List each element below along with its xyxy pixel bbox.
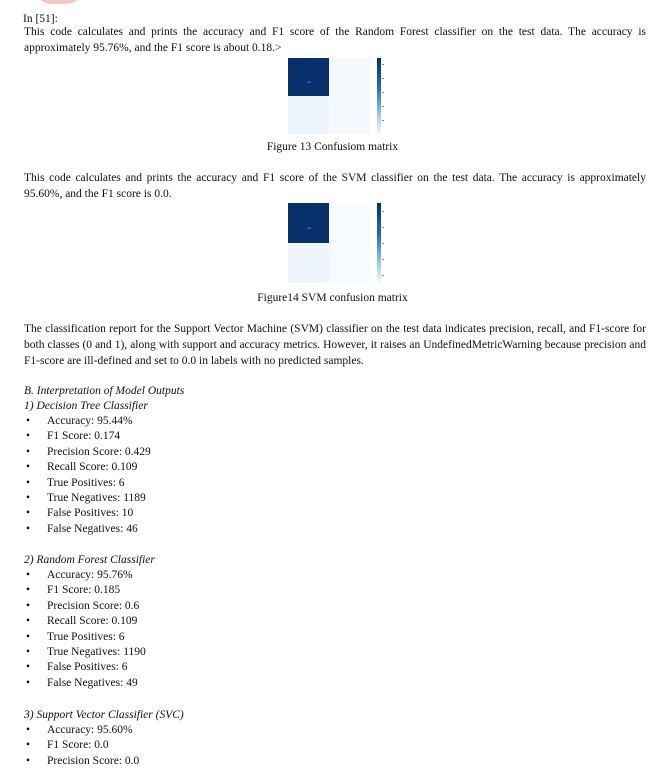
metric-text: Recall Score: 0.109 (47, 461, 138, 474)
metrics-list-random-forest (24, 568, 146, 691)
cm-value: 1190 (307, 82, 311, 84)
list-item (24, 522, 151, 537)
bullet-icon: • (26, 739, 31, 752)
list-item (24, 599, 146, 614)
cm-cell-tn (288, 203, 329, 243)
metric-text: F1 Score: 0.0 (47, 739, 109, 752)
cm-cell-tp (329, 243, 370, 283)
colorbar-tick (382, 92, 384, 93)
metric-text: Accuracy: 95.60% (47, 724, 133, 736)
cm-value: 6 (348, 120, 349, 122)
section-heading-b: B. Interpretation of Model Outputs (24, 385, 185, 397)
metric-text: Precision Score: 0.0 (47, 754, 140, 767)
cm-cell-tp (329, 96, 370, 134)
paragraph-svm: This code calculates and prints the accuracy and F1 score of the SVM classifier on the test data. The accuracy is approximately 95.60%, and the F1 score is 0.0. (24, 172, 646, 200)
cm-cell-fn (288, 243, 329, 283)
metric-text: Precision Score: 0.6 (47, 599, 140, 612)
list-item (24, 506, 151, 521)
metric-text: True Negatives: 1189 (47, 491, 146, 504)
metric-text: True Positives: 6 (47, 476, 125, 489)
cm-cell-fn (288, 96, 329, 134)
colorbar-tick (382, 106, 384, 107)
confusion-matrix-grid (288, 58, 370, 134)
list-item (24, 754, 139, 769)
list-item (24, 676, 146, 691)
colorbar-tick (382, 211, 384, 212)
colorbar (377, 58, 381, 134)
cm-cell-fp (329, 58, 370, 96)
colorbar (377, 203, 381, 283)
bullet-icon: • (26, 676, 31, 689)
list-item (24, 738, 139, 753)
metric-text: False Negatives: 46 (47, 522, 138, 535)
paragraph-random-forest: This code calculates and prints the accuracy and F1 score of the Random Forest classifier on the test data. The accuracy is approximately 95.76%, and the F1 score is about 0.18.> (24, 26, 646, 54)
cm-value: 55 (307, 268, 309, 270)
cm-value: 1196 (307, 228, 311, 230)
bullet-icon: • (26, 569, 31, 581)
metric-text: Precision Score: 0.429 (47, 445, 151, 458)
colorbar-tick (382, 64, 384, 65)
decorative-arc (34, 0, 84, 4)
metrics-list-svc (24, 723, 139, 769)
model-heading-decision-tree: 1) Decision Tree Classifier (24, 400, 148, 412)
cm-cell-tn (288, 58, 329, 96)
paragraph-classification-report: The classification report for the Support Vector Machine (SVM) classifier on the test data indicates precision, recall, and F1-score for both classes (0 and 1), along with support and accuracy metrics. However, it raises an UndefinedMetricWarning because precision and F1-score are ill-defined and set to 0.0 in labels with no predicted samples. (24, 323, 646, 367)
metrics-list-decision-tree (24, 414, 151, 537)
metric-text: F1 Score: 0.185 (47, 584, 121, 597)
bullet-icon: • (26, 599, 31, 612)
bullet-icon: • (26, 584, 31, 597)
bullet-icon: • (26, 724, 31, 736)
cm-value: 0 (348, 268, 349, 270)
colorbar-tick (382, 243, 384, 244)
colorbar-tick (382, 259, 384, 260)
metric-text: True Positives: 6 (47, 630, 125, 643)
list-item (24, 568, 146, 583)
colorbar-tick (382, 120, 384, 121)
cm-value: 6 (348, 82, 349, 84)
bullet-icon: • (26, 476, 31, 489)
bullet-icon: • (26, 415, 31, 427)
list-item (24, 476, 151, 491)
list-item (24, 630, 146, 645)
metric-text: Accuracy: 95.76% (47, 569, 133, 581)
notebook-cell-label: In [51]: (23, 13, 58, 25)
list-item (24, 723, 139, 738)
metric-text: Accuracy: 95.44% (47, 415, 133, 427)
cm-value: 0 (348, 228, 349, 230)
list-item (24, 660, 146, 675)
bullet-icon: • (26, 645, 31, 658)
list-item (24, 491, 151, 506)
bullet-icon: • (26, 461, 31, 474)
figure-14-caption: Figure14 SVM confusion matrix (257, 292, 408, 304)
model-heading-svc: 3) Support Vector Classifier (SVC) (24, 709, 184, 721)
figure-13-confusion-matrix (288, 58, 388, 134)
cm-value: 49 (307, 120, 309, 122)
model-heading-random-forest: 2) Random Forest Classifier (24, 554, 155, 566)
bullet-icon: • (26, 661, 31, 674)
metric-text: False Positives: 6 (47, 661, 128, 674)
bullet-icon: • (26, 430, 31, 443)
list-item (24, 645, 146, 660)
figure-13-caption: Figure 13 Confusiom matrix (266, 141, 399, 153)
confusion-matrix-grid (288, 203, 370, 283)
bullet-icon: • (26, 630, 31, 643)
metric-text: F1 Score: 0.174 (47, 430, 121, 443)
list-item (24, 614, 146, 629)
colorbar-tick (382, 275, 384, 276)
bullet-icon: • (26, 507, 31, 520)
metric-text: False Negatives: 49 (47, 676, 138, 689)
metric-text: False Positives: 10 (47, 507, 134, 520)
list-item (24, 414, 151, 429)
figure-14-confusion-matrix (288, 203, 388, 283)
metric-text: True Negatives: 1190 (47, 645, 146, 658)
list-item (24, 583, 146, 598)
list-item (24, 460, 151, 475)
list-item (24, 445, 151, 460)
metric-text: Recall Score: 0.109 (47, 615, 138, 628)
bullet-icon: • (26, 754, 31, 767)
bullet-icon: • (26, 615, 31, 628)
colorbar-tick (382, 78, 384, 79)
cm-cell-fp (329, 203, 370, 243)
list-item (24, 429, 151, 444)
bullet-icon: • (26, 522, 31, 535)
bullet-icon: • (26, 491, 31, 504)
colorbar-tick (382, 227, 384, 228)
bullet-icon: • (26, 445, 31, 458)
